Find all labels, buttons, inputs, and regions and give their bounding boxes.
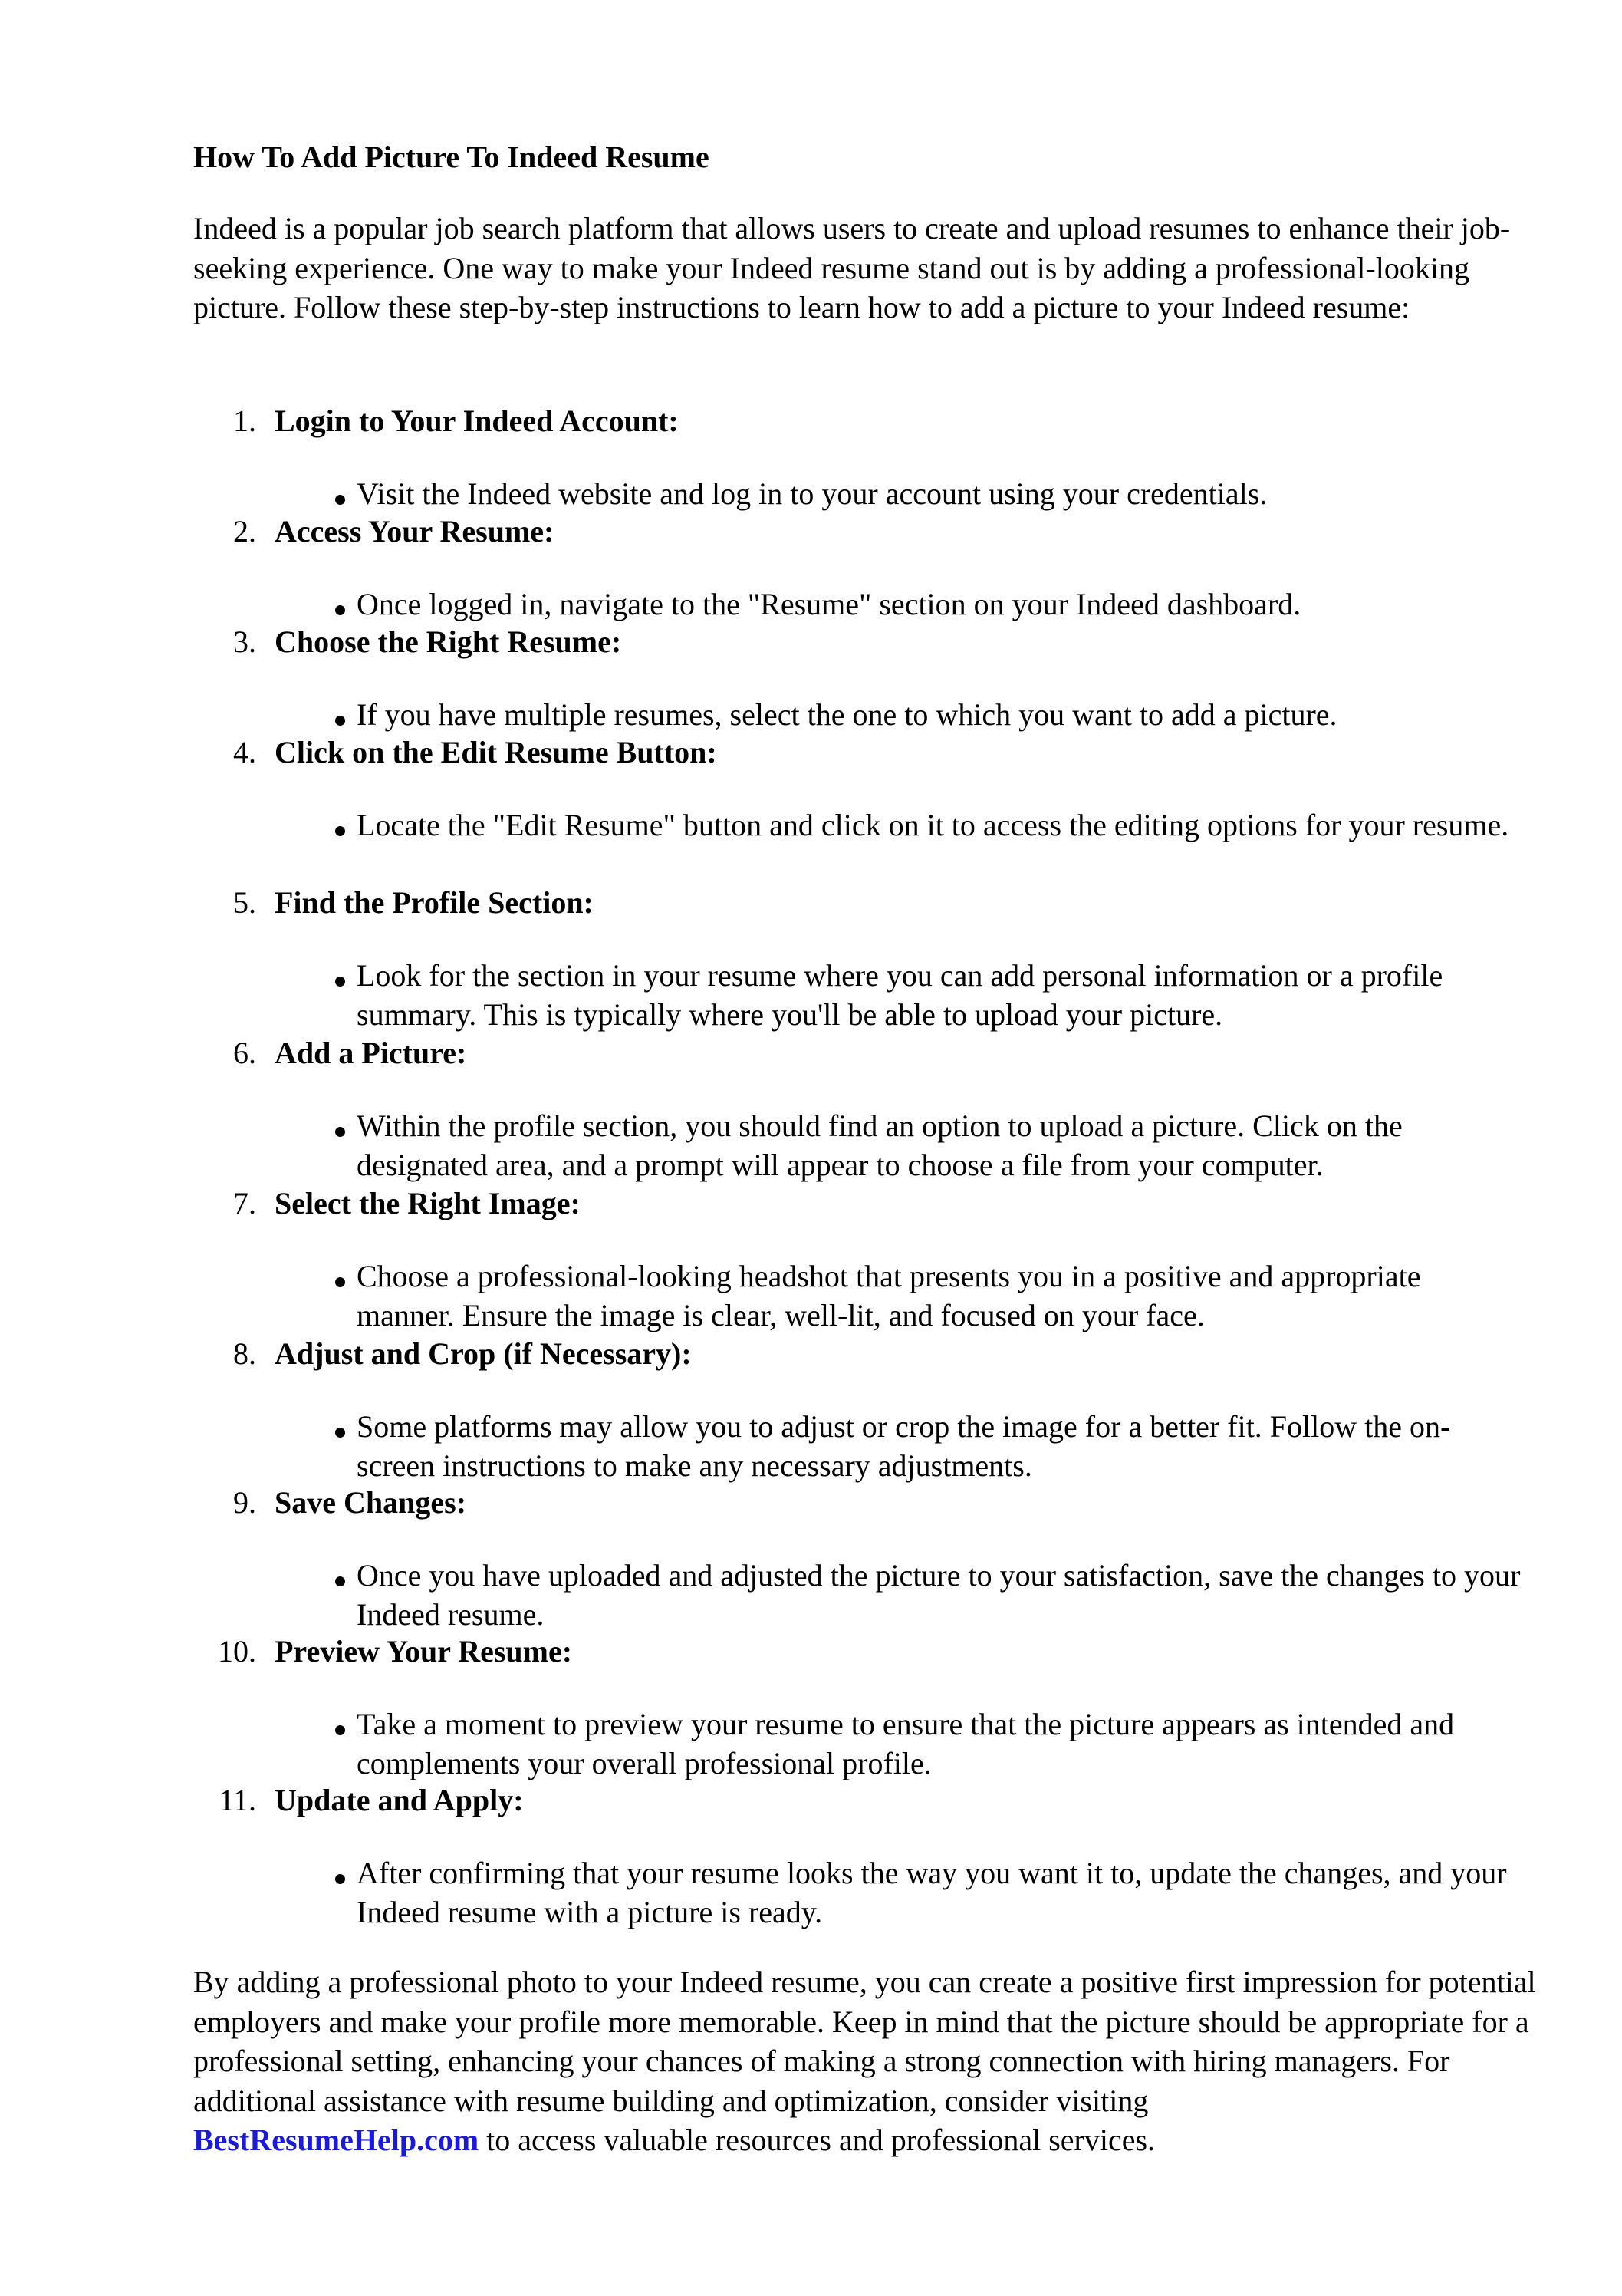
step-number: 9. <box>233 1485 256 1520</box>
step-number: 7. <box>233 1186 256 1220</box>
bullet-icon <box>335 1428 345 1438</box>
step-heading: Find the Profile Section: <box>275 885 594 920</box>
step-heading: Update and Apply: <box>275 1783 524 1817</box>
step-number: 5. <box>233 885 256 920</box>
step-heading: Select the Right Image: <box>275 1186 581 1220</box>
step-bullet-text: Choose a professional-looking headshot that presents you in a positive and appropriate manner. Ensure the image is clear, well-lit, and focused on your face. <box>357 1259 1421 1332</box>
step-number: 3. <box>233 624 256 659</box>
bullet-icon <box>335 1277 345 1287</box>
bullet-icon <box>335 716 345 726</box>
bullet-icon <box>335 1725 345 1735</box>
bullet-icon <box>335 495 345 505</box>
step-heading: Choose the Right Resume: <box>275 624 622 659</box>
step-bullet-text: Look for the section in your resume where you can add personal information or a profile summary. This is typically where you'll be able to upload your picture. <box>357 958 1443 1032</box>
step-number: 8. <box>233 1336 256 1371</box>
step-bullet-text: Locate the "Edit Resume" button and click on it to access the editing options for your resume. <box>357 808 1509 842</box>
step-heading: Save Changes: <box>275 1485 467 1520</box>
step-number: 2. <box>233 514 256 548</box>
step-bullet-text: If you have multiple resumes, select the one to which you want to add a picture. <box>357 697 1337 732</box>
step-bullet-text: Some platforms may allow you to adjust or crop the image for a better fit. Follow the on-screen instructions to make any necessary adjustments. <box>357 1409 1451 1483</box>
bestresumehelp-link[interactable]: BestResumeHelp.com <box>193 2123 479 2157</box>
page-title: How To Add Picture To Indeed Resume <box>193 140 709 174</box>
bullet-icon <box>335 1576 345 1586</box>
step-bullet-text: Once logged in, navigate to the "Resume" section on your Indeed dashboard. <box>357 587 1301 621</box>
step-heading: Login to Your Indeed Account: <box>275 404 679 438</box>
step-bullet-text: After confirming that your resume looks the way you want it to, update the changes, and your Indeed resume with a picture is ready. <box>357 1856 1507 1929</box>
step-bullet-text: Once you have uploaded and adjusted the picture to your satisfaction, save the changes to your Indeed resume. <box>357 1558 1521 1632</box>
bullet-icon <box>335 1127 345 1137</box>
intro-paragraph: Indeed is a popular job search platform that allows users to create and upload resumes to enhance their job-seeking experience. One way to make your Indeed resume stand out is by adding a professional-looking picture. Follow these step-by-step instructions to learn how to add a picture to your Indeed resume: <box>193 211 1511 324</box>
outro-text: By adding a professional photo to your Indeed resume, you can create a positive first impression for potential employers and make your profile more memorable. Keep in mind that the picture should be appropriate for a professional setting, enhancing your chances of making a strong connection with hiring managers. For additional assistance with resume building and optimization, consider visiting <box>193 1965 1536 2118</box>
step-number: 6. <box>233 1036 256 1070</box>
step-bullet-text: Within the profile section, you should find an option to upload a picture. Click on the designated area, and a prompt will appear to choose a file from your computer. <box>357 1108 1403 1182</box>
step-heading: Preview Your Resume: <box>275 1634 573 1668</box>
outro-paragraph <box>193 1962 1543 2160</box>
step-number: 4. <box>233 735 256 769</box>
step-heading: Access Your Resume: <box>275 514 554 548</box>
step-bullet-text: Visit the Indeed website and log in to your account using your credentials. <box>357 476 1268 511</box>
bullet-icon <box>335 977 345 987</box>
bullet-icon <box>335 605 345 615</box>
bullet-icon <box>335 1874 345 1884</box>
outro-tail: to access valuable resources and professional services. <box>479 2123 1156 2157</box>
step-bullet-text: Take a moment to preview your resume to ensure that the picture appears as intended and complements your overall professional profile. <box>357 1707 1455 1780</box>
step-number: 11. <box>219 1783 256 1817</box>
step-number: 10. <box>218 1634 256 1668</box>
step-heading: Click on the Edit Resume Button: <box>275 735 717 769</box>
step-heading: Add a Picture: <box>275 1036 467 1070</box>
bullet-icon <box>335 826 345 836</box>
step-number: 1. <box>233 404 256 438</box>
step-heading: Adjust and Crop (if Necessary): <box>275 1336 692 1371</box>
